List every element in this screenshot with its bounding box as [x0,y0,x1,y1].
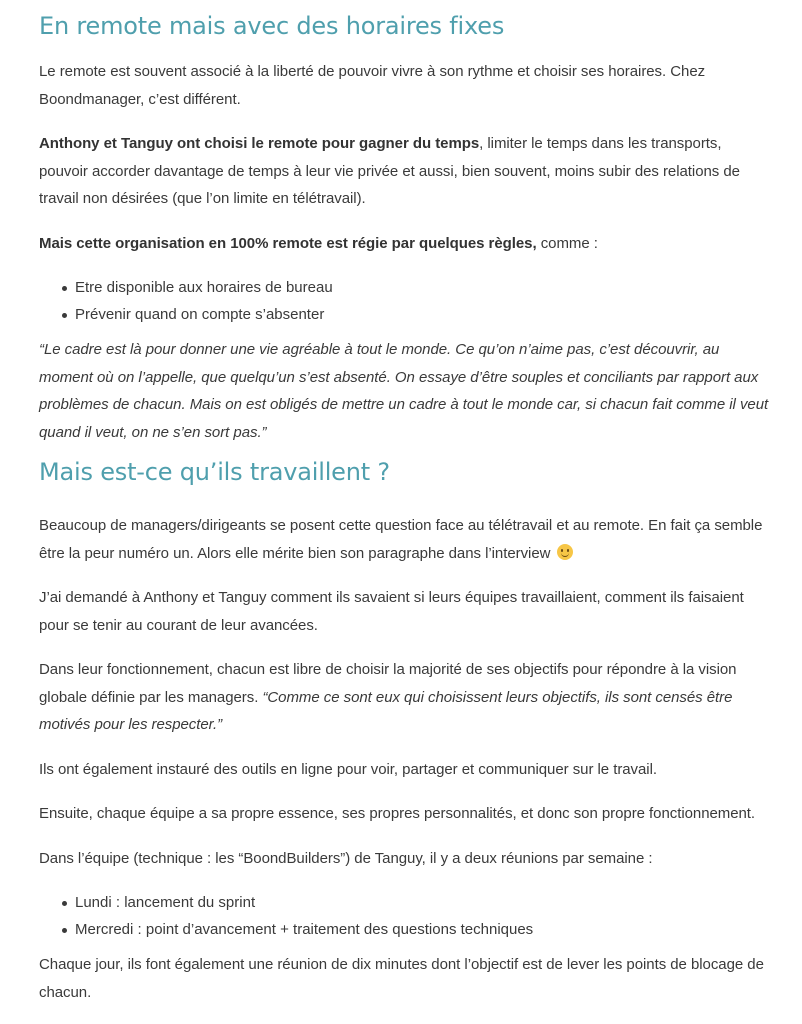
section-heading-travaillent: Mais est-ce qu’ils travaillent ? [39,458,390,486]
paragraph-text: Dans leur fonctionnement, chacun est libre de choisir la majorité de ses objectifs pour répondre à la vision globale définie par les managers. [39,661,737,706]
italic-quote: “Comme ce sont eux qui choisissent leurs objectifs, ils sont censés être motivés pour les respecter.” [39,688,733,733]
bold-text: Anthony et Tanguy ont choisi le remote pour gagner du temps [39,135,480,152]
paragraph-question: J’ai demandé à Anthony et Tanguy comment ils savaient si leurs équipes travaillaient, comment ils faisaient pour se tenir au courant de leur avancées. [39,589,744,634]
meetings-list [39,889,769,943]
section-heading-horaires: En remote mais avec des horaires fixes [39,12,505,40]
quote-cadre [39,336,769,446]
article-content [39,8,769,1006]
paragraph-objectifs [39,656,769,739]
paragraph-intro: Le remote est souvent associé à la liberté de pouvoir vivre à son rythme et choisir ses horaires. Chez Boondmanager, c’est différent. [39,63,706,108]
list-item: Mercredi : point d’avancement + traitement des questions techniques [75,916,769,943]
paragraph-quotidien: Chaque jour, ils font également une réunion de dix minutes dont l’objectif est de lever les points de blocage de chacun. [39,956,764,1001]
paragraph-choix-remote [39,130,769,213]
paragraph-text: , limiter le temps dans les transports, pouvoir accorder davantage de temps à leur vie privée et aussi, bien souvent, moins subir des relations de travail non désirées (que l’on limite en télétravail). [39,135,740,207]
paragraph-regles [39,230,769,258]
paragraph-reunions: Dans l’équipe (technique : les “BoondBuilders”) de Tanguy, il y a deux réunions par semaine : [39,849,653,867]
paragraph-peur [39,512,769,567]
paragraph-equipe: Ensuite, chaque équipe a sa propre essence, ses propres personnalités, et donc son propre fonctionnement. [39,805,756,822]
list-item: Etre disponible aux horaires de bureau [75,274,769,301]
rules-list [39,274,769,328]
list-item: Lundi : lancement du sprint [75,889,769,916]
paragraph-text: Beaucoup de managers/dirigeants se posent cette question face au télétravail et au remote. En fait ça semble être la peur numéro un. Alors elle mérite bien son paragraphe dans l’interview [39,517,763,562]
bold-text: Mais cette organisation en 100% remote est régie par quelques règles, [39,234,537,252]
list-item: Prévenir quand on compte s’absenter [75,301,769,328]
italic-quote: “Le cadre est là pour donner une vie agréable à tout le monde. Ce qu’on n’aime pas, c’est découvrir, au moment où on l’appelle, que quelqu’un s’est absenté. On essaye d’être souples et conciliants par rapport aux problèmes de chacun. Mais on est obligés de mettre un cadre à tout le monde car, si chacun fait comme il veut quand il veut, on ne s’en sort pas.” [39,341,769,441]
paragraph-text: comme : [536,234,598,252]
paragraph-outils: Ils ont également instauré des outils en ligne pour voir, partager et communiquer sur le travail. [39,760,657,778]
slightly-smiling-face-icon [557,544,573,560]
